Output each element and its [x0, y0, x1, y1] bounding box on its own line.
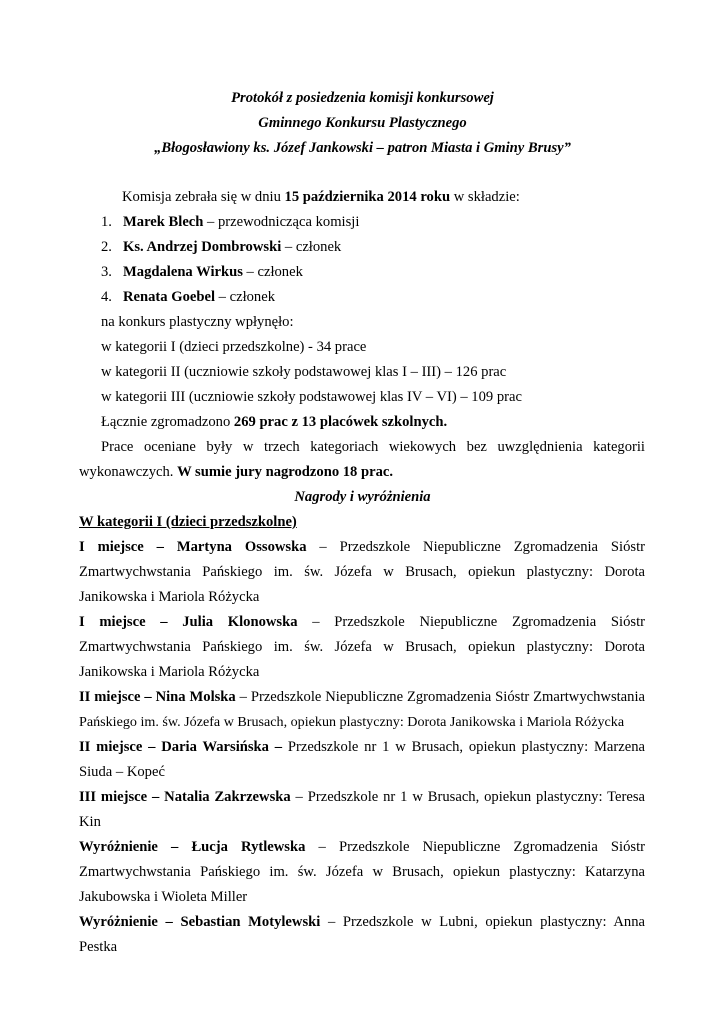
award-entry-line: Siuda – Kopeć	[79, 764, 165, 780]
member-item: 3. Magdalena Wirkus – członek	[101, 264, 303, 280]
award-entry-line: Zmartwychwstania Pańskiego im. św. Józefa w Brusach, opiekun plastyczny: Dorota	[79, 564, 645, 580]
evaluation-line-2: wykonawczych. W sumie jury nagrodzono 18 prac.	[79, 464, 394, 480]
award-entry-line: Jakubowska i Wioleta Miller	[79, 889, 248, 905]
award-entry-line: Janikowska i Mariola Różycka	[79, 589, 260, 605]
member-item: 4. Renata Goebel – członek	[101, 289, 275, 305]
award-entry-line: Pestka	[79, 939, 118, 955]
meeting-date: 15 października 2014 roku	[284, 189, 451, 205]
award-entry: I miejsce – Julia Klonowska – Przedszkole Niepubliczne Zgromadzenia Sióstr	[79, 614, 645, 630]
member-item: 2. Ks. Andrzej Dombrowski – członek	[101, 239, 342, 255]
award-entry-line: Zmartwychwstania Pańskiego im. św. Józefa w Brusach, opiekun plastyczny: Katarzyna	[79, 864, 645, 880]
award-place: I miejsce – Martyna Ossowska	[79, 539, 307, 555]
award-place: Wyróżnienie – Łucja Rytlewska	[79, 839, 306, 855]
award-entry: III miejsce – Natalia Zakrzewska – Przedszkole nr 1 w Brusach, opiekun plastyczny: Teresa	[79, 789, 645, 805]
member-item: 1. Marek Blech – przewodnicząca komisji	[101, 214, 360, 230]
award-place: I miejsce – Julia Klonowska	[79, 614, 298, 630]
award-place: III miejsce – Natalia Zakrzewska	[79, 789, 291, 805]
award-entry-line: Janikowska i Mariola Różycka	[79, 664, 260, 680]
award-entry: Wyróżnienie – Łucja Rytlewska – Przedszkole Niepubliczne Zgromadzenia Sióstr	[79, 839, 645, 855]
intro-sentence: Komisja zebrała się w dniu 15 października 2014 roku w składzie:	[122, 189, 520, 205]
award-entry-line: Kin	[79, 814, 101, 830]
title-line-3: „Błogosławiony ks. Józef Jankowski – patron Miasta i Gminy Brusy”	[154, 140, 571, 156]
category1-heading: W kategorii I (dzieci przedszkolne)	[79, 514, 297, 530]
award-entry-line: Zmartwychwstania Pańskiego im. św. Józefa w Brusach, opiekun plastyczny: Dorota	[79, 639, 645, 655]
submissions-total: Łącznie zgromadzono 269 prac z 13 placówek szkolnych.	[101, 414, 448, 430]
award-entry: Wyróżnienie – Sebastian Motylewski – Przedszkole w Lubni, opiekun plastyczny: Anna	[79, 914, 645, 930]
award-place: II miejsce – Nina Molska	[79, 689, 236, 705]
evaluation-line-1: Prace oceniane były w trzech kategoriach wiekowych bez uwzględnienia kategorii	[101, 439, 645, 455]
title-line-1: Protokół z posiedzenia komisji konkursowej	[231, 90, 494, 106]
submissions-cat3: w kategorii III (uczniowie szkoły podstawowej klas IV – VI) – 109 prac	[101, 389, 522, 405]
awards-heading: Nagrody i wyróżnienia	[294, 489, 431, 505]
submissions-cat1: w kategorii I (dzieci przedszkolne) - 34 prace	[101, 339, 367, 355]
award-entry: II miejsce – Daria Warsińska – Przedszkole nr 1 w Brusach, opiekun plastyczny: Marzena	[79, 739, 645, 755]
award-entry-line: Pańskiego im. św. Józefa w Brusach, opiekun plastyczny: Dorota Janikowska i Mariola Różycka	[79, 714, 625, 730]
submissions-intro: na konkurs plastyczny wpłynęło:	[101, 314, 294, 330]
award-entry: I miejsce – Martyna Ossowska – Przedszkole Niepubliczne Zgromadzenia Sióstr	[79, 539, 645, 555]
award-place: II miejsce – Daria Warsińska –	[79, 739, 283, 755]
award-entry: II miejsce – Nina Molska – Przedszkole Niepubliczne Zgromadzenia Sióstr Zmartwychwstania	[79, 689, 645, 705]
submissions-cat2: w kategorii II (uczniowie szkoły podstawowej klas I – III) – 126 prac	[101, 364, 507, 380]
title-line-2: Gminnego Konkursu Plastycznego	[258, 115, 467, 131]
award-place: Wyróżnienie – Sebastian Motylewski	[79, 914, 321, 930]
